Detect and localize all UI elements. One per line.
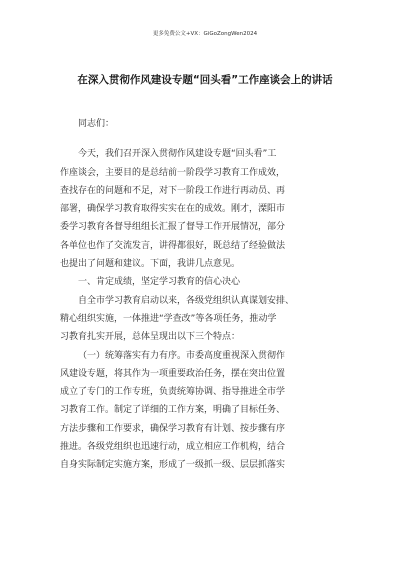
body-line: 自全市学习教育启动以来，各级党组织认真谋划安排、 [78,295,295,306]
body-line: 成立了专门的工作专班，负责统筹协调、指导推进全市学 [60,387,286,398]
body-line: 作座谈会，主要目的是总结前一阶段学习教育工作成效， [60,167,286,178]
body-line: 委学习教育各督导组组长汇报了督导工作开展情况，部分 [60,222,286,233]
document-body [60,115,355,475]
body-line: 同志们： [78,119,115,129]
body-line: （一）统筹落实有力有序。市委高度重视深入贯彻作 [78,350,286,361]
body-line: 各单位也作了交流发言，讲得都很好，既总结了经验做法 [60,240,286,251]
body-line: 今天，我们召开深入贯彻作风建设专题“回头看”工 [78,149,277,160]
body-line: 习教育工作。制定了详细的工作方案，明确了目标任务、 [60,405,286,416]
body-line: 一、肯定成绩，坚定学习教育的信心决心 [78,277,241,288]
body-line: 风建设专题，将其作为一项重要政治任务，摆在突出位置 [60,368,286,379]
body-line: 查找存在的问题和不足，对下一阶段工作进行再动员、再 [60,185,286,196]
header-note: 更多免费公文+VX：GiGoZongWen2024 [152,31,258,37]
body-line: 精心组织实施，一体推进“学查改”等各项任务，推动学 [60,313,277,324]
body-line: 方法步骤和工作要求，确保学习教育有计划、按步骤有序 [60,423,286,434]
body-line: 自身实际制定实施方案，形成了一级抓一级、层层抓落实 [60,460,286,471]
document-title: 在深入贯彻作风建设专题“回头看”工作座谈会上的讲话 [77,74,333,86]
body-line: 推进。各级党组织也迅速行动，成立相应工作机构，结合 [60,442,286,453]
body-line: 部署，确保学习教育取得实实在在的成效。刚才，溧阳市 [60,204,286,215]
body-line: 也提出了问题和建议。下面，我讲几点意见。 [60,259,241,270]
body-line: 习教育扎实开展，总体呈现出以下三个特点： [60,332,241,343]
